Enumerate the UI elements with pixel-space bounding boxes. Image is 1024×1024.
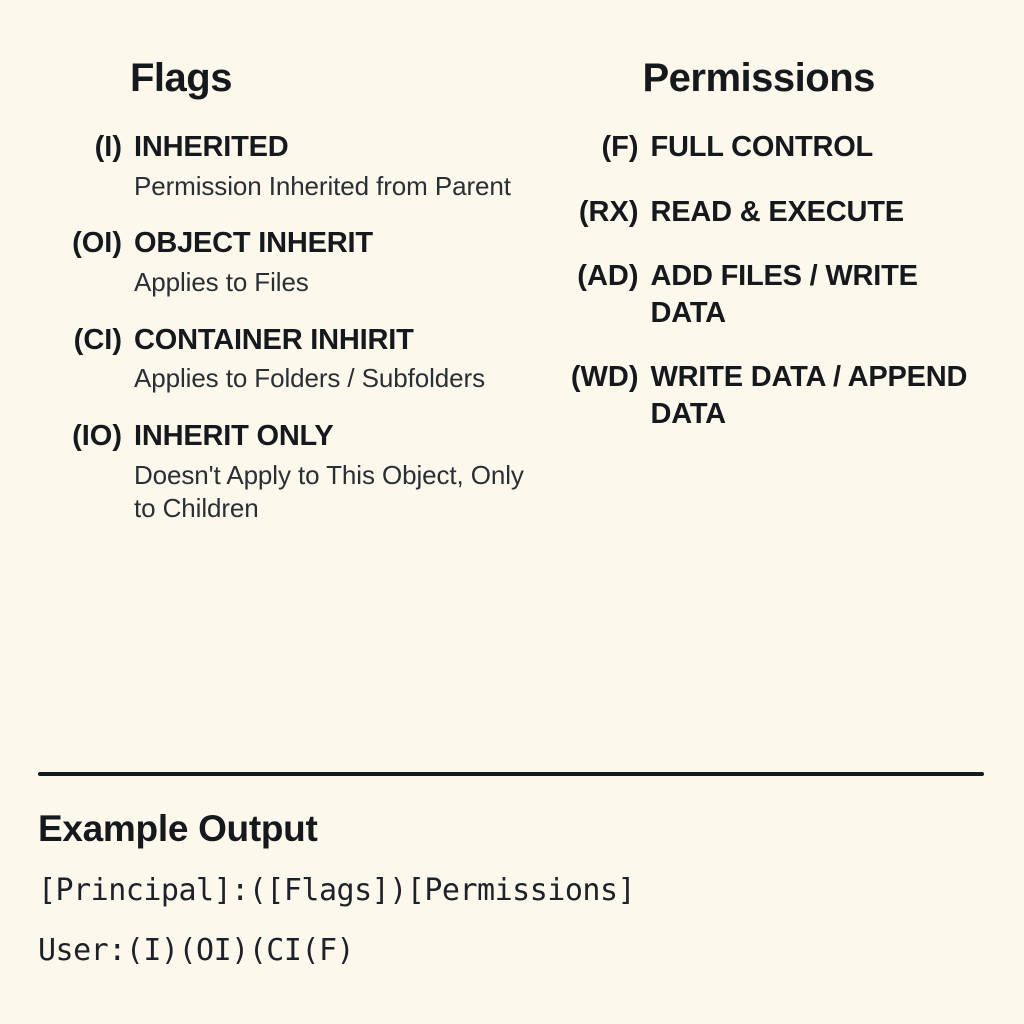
permission-term: READ & EXECUTE	[650, 195, 904, 228]
permission-term: ADD FILES / WRITE DATA	[650, 260, 918, 329]
permission-code: (AD)	[577, 260, 639, 293]
permission-entry	[534, 359, 994, 432]
flag-description: Applies to Files	[134, 266, 309, 297]
permission-entry	[534, 258, 994, 331]
flag-code: (I)	[94, 131, 122, 163]
permission-code: (RX)	[578, 195, 639, 228]
flag-entry	[38, 225, 524, 299]
permission-term: WRITE DATA / APPEND DATA	[650, 361, 968, 430]
flag-description: Applies to Folders / Subfolders	[134, 363, 485, 394]
permission-entry	[534, 129, 994, 166]
flag-term: OBJECT INHERIT	[134, 227, 373, 260]
flag-entry	[38, 129, 524, 203]
flag-description: Doesn't Apply to This Object, Only to Children	[134, 459, 524, 524]
permission-entry-body	[650, 258, 994, 331]
flag-entry-body	[134, 225, 524, 299]
flag-entry	[38, 322, 524, 396]
section-divider	[38, 772, 984, 776]
flag-code: (OI)	[72, 227, 122, 260]
example-output-heading: Example Output	[38, 808, 318, 849]
flag-term: CONTAINER INHIRIT	[134, 323, 414, 356]
flag-entry	[38, 418, 524, 526]
permissions-column	[524, 56, 994, 548]
permission-code: (F)	[601, 131, 639, 163]
flags-column	[30, 56, 524, 548]
flag-code: (IO)	[72, 419, 122, 452]
flag-entry-body	[134, 129, 524, 203]
flag-term: INHERITED	[134, 131, 289, 163]
example-pattern: [Principal]:([Flags])[Permissions]	[38, 873, 636, 908]
flags-heading: Flags	[130, 56, 232, 100]
permission-code: (WD)	[570, 361, 639, 394]
permission-term: FULL CONTROL	[650, 131, 874, 163]
permissions-heading: Permissions	[642, 56, 875, 100]
permission-entry	[534, 194, 994, 231]
flag-code: (CI)	[73, 323, 122, 356]
flag-entry-body	[134, 322, 524, 396]
flag-term: INHERIT ONLY	[134, 419, 334, 452]
flag-description: Permission Inherited from Parent	[134, 170, 511, 201]
permission-entry-body	[650, 194, 994, 231]
permission-entry-body	[650, 359, 994, 432]
example-sample: User:(I)(OI)(CI(F)	[38, 933, 355, 968]
flag-entry-body	[134, 418, 524, 526]
permission-entry-body	[650, 129, 994, 166]
example-output-section	[38, 808, 984, 996]
